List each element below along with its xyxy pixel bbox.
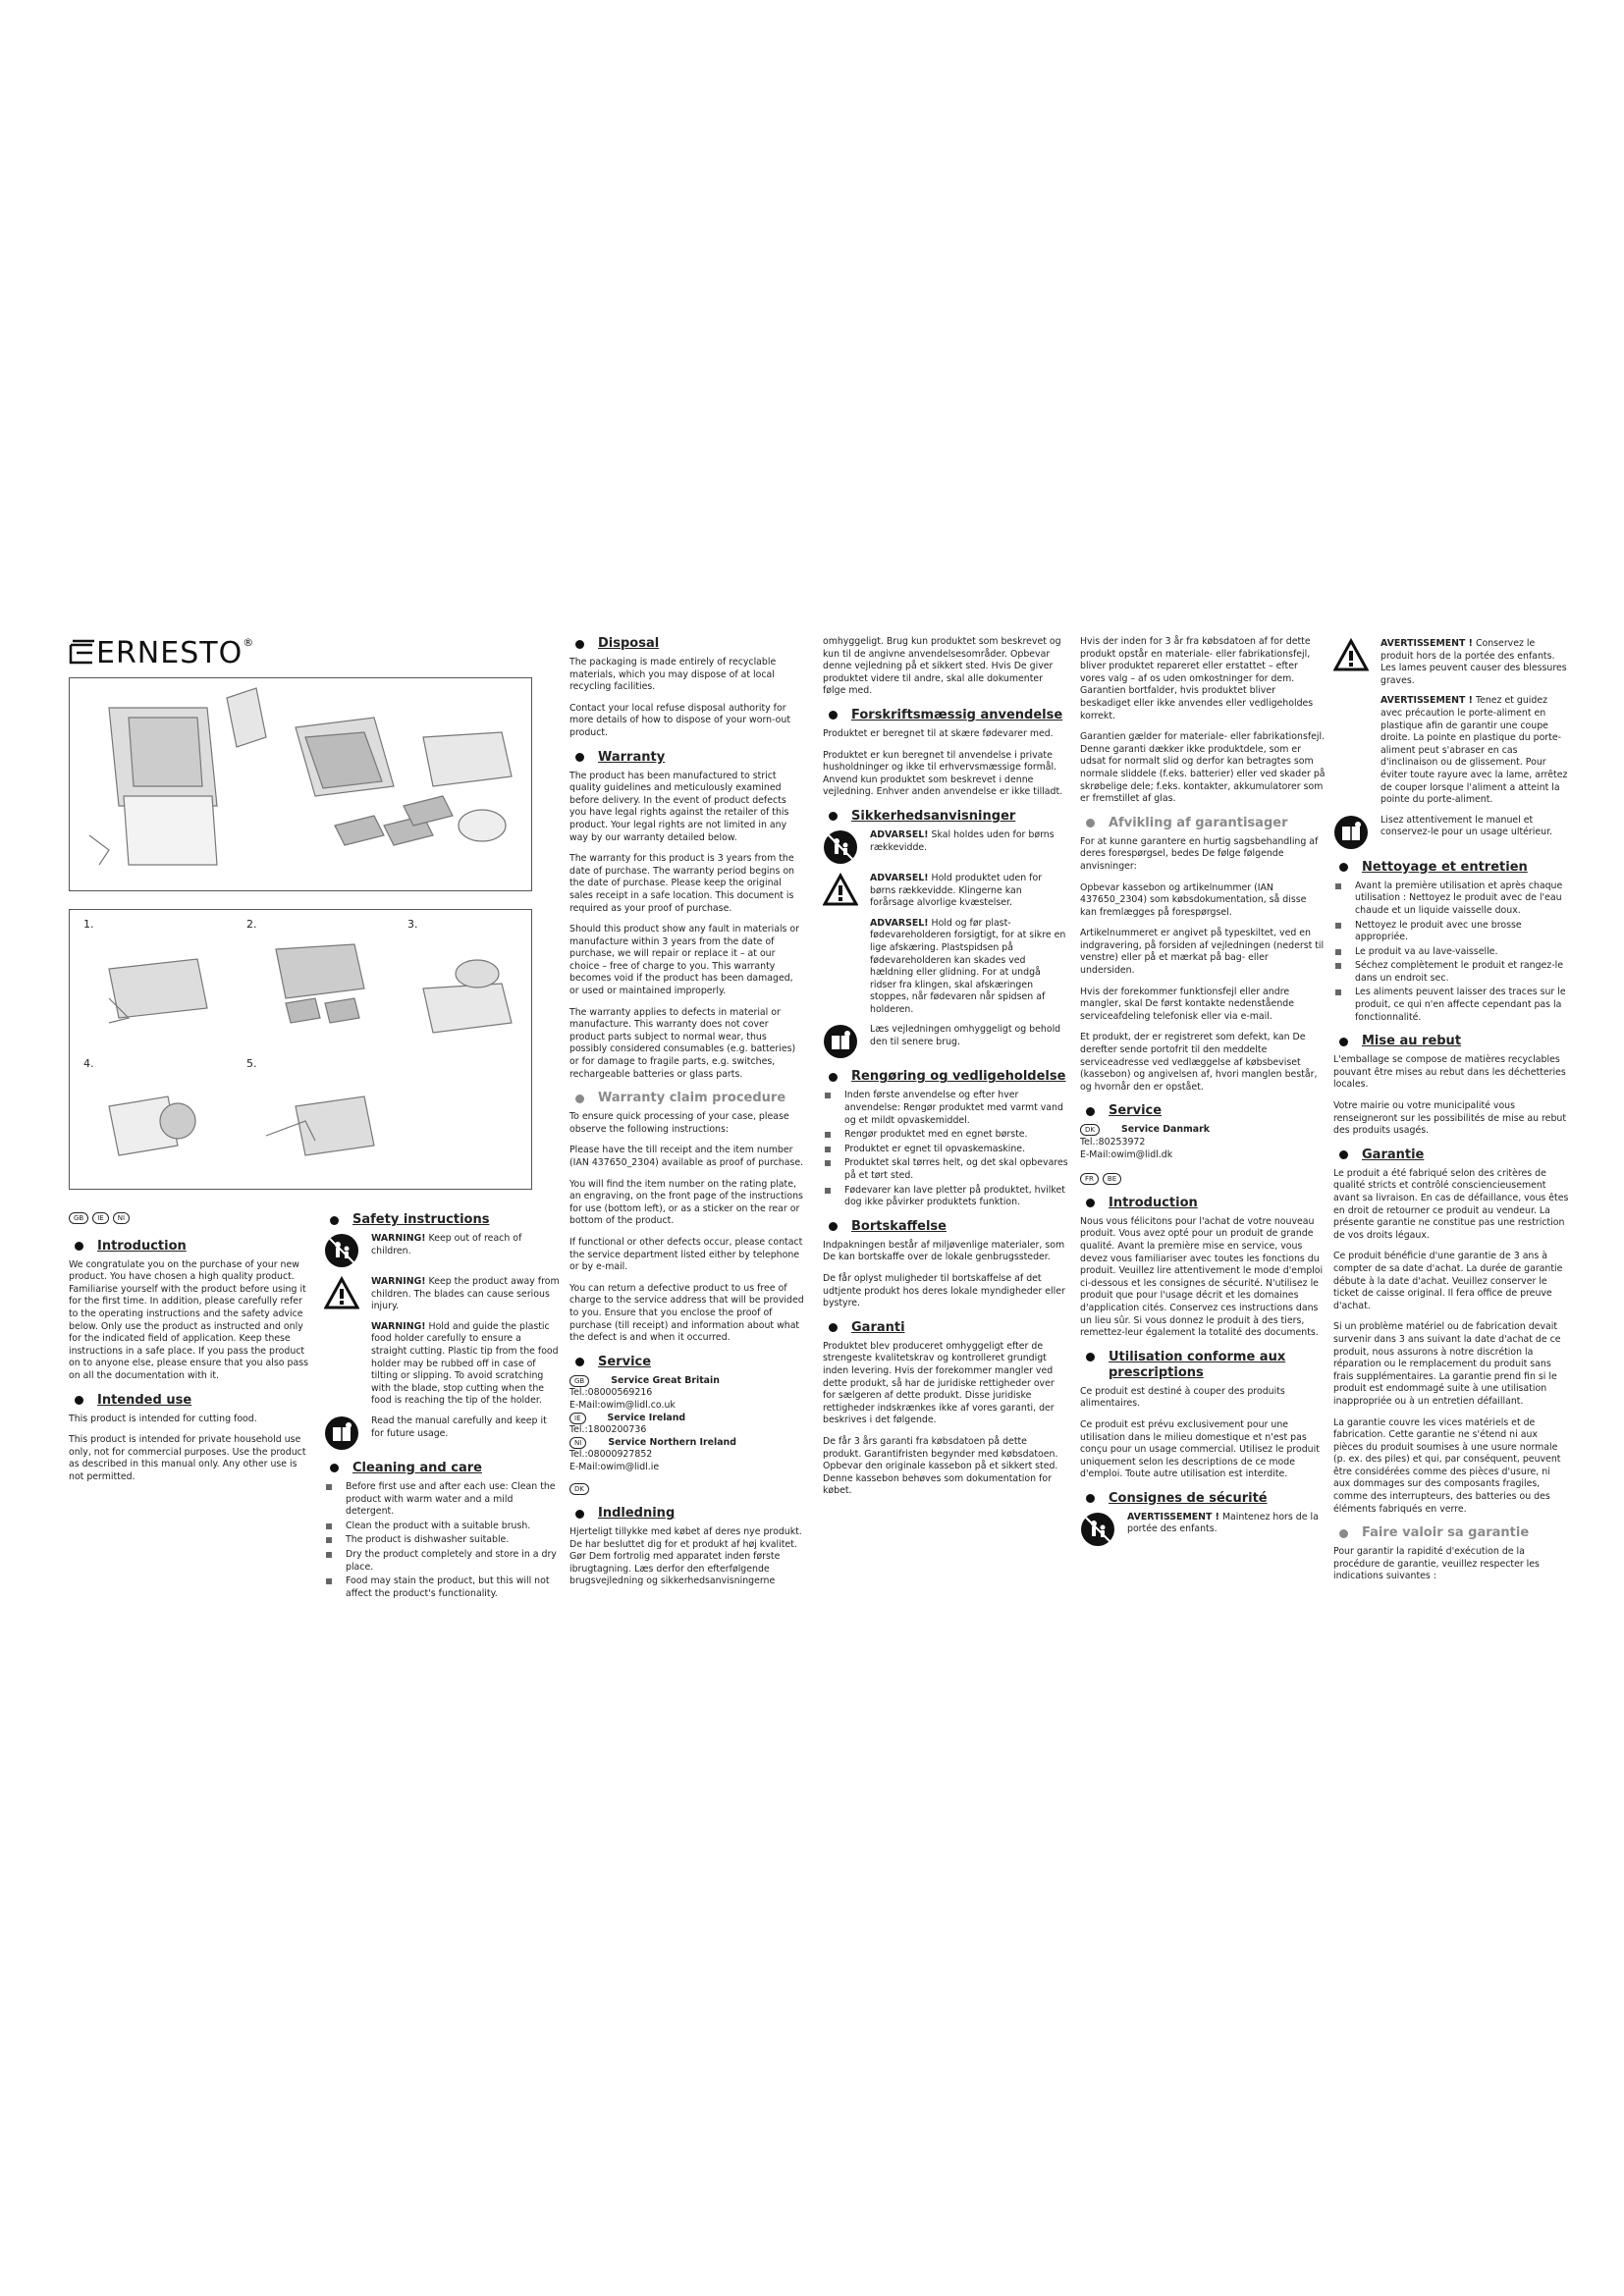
garanti-text-1: Produktet blev produceret omhyggeligt efter de strengeste kvalitetskrav og kontrolleret grundigt inden levering. Hvis der forekommer mangler ved dette produkt, så har de juridiske rettigheder over for sælgeren af dette produkt. Disse juridiske rettigheder indskrænkes ikke af vores garanti, der beskrives i det følgende.	[823, 1340, 1055, 1426]
brand-logo	[69, 636, 254, 670]
column-5-dk-fr	[1080, 636, 1326, 1555]
logo-reg: ®	[243, 636, 255, 649]
keep-from-children-icon	[823, 829, 858, 865]
warranty-text-2: The warranty for this product is 3 years from the date of purchase. The warranty period begins on the date of purchase. Please keep the original sales receipt in a safe location. This document is required as your proof of purchase.	[569, 853, 794, 914]
rengoring-item: Fødevarer kan lave pletter på produktet, hvilket dog ikke påvirker produktets funktion.	[823, 1185, 1068, 1209]
heading-utilisation: Utilisation conforme aux prescriptions	[1080, 1350, 1326, 1381]
heading-claim-procedure: Warranty claim procedure	[569, 1091, 805, 1106]
nettoyage-item: Les aliments peuvent laisser des traces sur le produit, ce qui n'en affecte cependant pas la fonctionnalité.	[1333, 987, 1569, 1024]
heading-forskrift: Forskriftsmæssig anvendelse	[823, 708, 1068, 723]
garantie-text-1: Le produit a été fabriqué selon des critères de qualité stricts et contrôlé consciencieusement avant sa livraison. En cas de défaillance, vous êtes en droit de retourner ce produit au vendeur. La présente garantie ne constitue pas une restriction de vos droits légaux.	[1333, 1167, 1569, 1241]
rengoring-item: Inden første anvendelse og efter hver anvendelse: Rengør produktet med varmt vand og et mildt opvaskemiddel.	[823, 1090, 1068, 1127]
country-ie: IE	[92, 1212, 109, 1224]
dk-warning-children: ADVARSEL! Skal holdes uden for børns rækkevidde.	[823, 829, 1068, 865]
nettoyage-item: Le produit va au lave-vaisselle.	[1333, 946, 1569, 959]
claim-text-3: You will find the item number on the rating plate, an engraving, on the front page of the instructions for use (bottom left), or as a sticker on the rear or bottom of the product.	[569, 1178, 803, 1227]
heading-cleaning: Cleaning and care	[324, 1461, 560, 1476]
dk-warranty-text-3: Hvis der inden for 3 år fra købsdatoen af for dette produkt opstår en materiale- eller fabrikationsfejl, bliver produktet repareret eller erstattet – efter vores valg – af os uden omkostninger for dem. Garantien bortfalder, hvis produktet bliver beskadiget eller ikke anvendes eller vedligeholdes korrekt.	[1080, 636, 1314, 721]
read-manual-icon	[823, 1024, 858, 1059]
util-text-1: Ce produit est destiné à couper des produits alimentaires.	[1080, 1385, 1285, 1410]
claim-text-4: If functional or other defects occur, please contact the service department listed either by telephone or by e-mail.	[569, 1236, 803, 1273]
heading-introduction-fr: Introduction	[1080, 1196, 1326, 1211]
heading-bortskaffelse: Bortskaffelse	[823, 1219, 1068, 1235]
cleaning-item: The product is dishwasher suitable.	[324, 1534, 560, 1547]
intro-text: We congratulate you on the purchase of your new product. You have chosen a high quality product. Familiarise yourself with the product before using it for the first time. In addition, please carefully refer to the operating instructions and the safety advice below. Only use the product as instructed and only for the indicated field of application. Keep these instructions in a safe place. If you pass the product on to anyone else, please ensure that you also pass on all the documentation with it.	[69, 1258, 308, 1381]
garantie-text-4: La garantie couvre les vices matériels et de fabrication. Cette garantie ne s'étend ni aux pièces du produit soumises à une usure normale (p. ex. des piles) et qui, par conséquent, peuvent être considérées comme des pièces d'usure, ni aux dommages sur des composants fragiles, comme des interrupteurs, des batteries ou des éléments fabriqués en verre.	[1333, 1416, 1561, 1515]
column-2-en	[324, 1202, 560, 1602]
nettoyage-item: Avant la première utilisation et après chaque utilisation : Nettoyez le produit avec de l'eau chaude et un liquide vaisselle doux.	[1333, 881, 1569, 918]
keep-from-children-icon	[1080, 1512, 1115, 1547]
intended-text-2: This product is intended for private household use only, not for commercial purposes. Use the product as described in this manual only. Any other use is not permitted.	[69, 1434, 306, 1482]
country-dk: DK	[569, 1483, 589, 1495]
step-1-label: 1.	[83, 918, 94, 931]
dk-warranty-text-4: Garantien gælder for materiale- eller fabrikationsfejl. Denne garanti dækker ikke produktdele, som er udsat for normalt slid og derfor kan betragtes som normale sliddele (f.eks. batterier) eller ved skader på skrøbelige dele; f.eks. kontakter, akkumulatorer som er fremstillet af glas.	[1080, 731, 1326, 805]
heading-consignes: Consignes de sécurité	[1080, 1491, 1326, 1507]
disposal-text-2: Contact your local refuse disposal authority for more details of how to dispose of your worn-out product.	[569, 702, 790, 738]
bort-text-1: Indpakningen består af miljøvenlige materialer, som De kan bortskaffe over de lokale genbrugssteder.	[823, 1239, 1065, 1263]
rengoring-item: Produktet er egnet til opvaskemaskine.	[823, 1144, 1068, 1156]
rengoring-item: Rengør produktet med en egnet børste.	[823, 1129, 1068, 1142]
heading-service: Service	[569, 1355, 805, 1370]
heading-safety: Safety instructions	[324, 1212, 560, 1228]
country-codes-fr: FR BE	[1080, 1173, 1326, 1186]
figure-a-overview	[69, 677, 532, 891]
heading-sikkerhed: Sikkerhedsanvisninger	[823, 809, 1068, 825]
logo-mark-icon	[69, 639, 96, 667]
dk-warning-holder: ADVARSEL! Hold og før plast-fødevareholderen forsigtigt, for at sikre en lige afskæring. Plastspidsen på fødevareholderen kan skades ved hældning eller glidning. For at undgå ridser fra klingen, skal afskæringen stoppes, når fødevaren når spidsen af holderen.	[870, 917, 1066, 1015]
afv-text-2: Opbevar kassebon og artikelnummer (IAN 437650_2304) som købsdokumentation, så disse kan fremlægges på forespørgsel.	[1080, 881, 1307, 918]
rebut-text-1: L'emballage se compose de matières recyclables pouvant être mises au rebut dans les déchetteries locales.	[1333, 1054, 1566, 1091]
read-manual-notice: Read the manual carefully and keep it for future usage.	[324, 1415, 560, 1451]
indledning-text: Hjerteligt tillykke med købet af deres nye produkt. De har besluttet dig for et produkt af høj kvalitet. Gør Dem fortrolig med apparatet inden første ibrugtagning. Læs derfor den efterfølgende brugsvejledning og sikkerhedsanvisningerne	[569, 1526, 802, 1587]
forskrift-text-2: Produktet er kun beregnet til anvendelse i private husholdninger og ikke til erhvervsmæssige formål. Anvend kun produktet som beskrevet i denne vejledning. Enhver anden anvendelse er ikke tilladt.	[823, 749, 1063, 798]
warning-holder: WARNING! Hold and guide the plastic food holder carefully to ensure a straight cutting. Plastic tip from the food holder may be rubbed off in case of tilting or slipping. To avoid scratching with the blade, stop cutting when the food is reaching the tip of the holder.	[371, 1320, 559, 1407]
bort-text-2: De får oplyst muligheder til bortskaffelse af det udtjente produkt hos deres lokale myndigheder eller bystyre.	[823, 1273, 1065, 1309]
dk-warning-blades: ADVARSEL! Hold produktet uden for børns rækkevidde. Klingerne kan forårsage alvorlige kvæstelser.	[823, 873, 1068, 910]
heading-disposal: Disposal	[569, 636, 805, 652]
column-3-en	[569, 636, 805, 1597]
step-2-label: 2.	[246, 918, 257, 931]
steps-illustration	[70, 910, 531, 1189]
claim-text-1: To ensure quick processing of your case, please observe the following instructions:	[569, 1111, 789, 1135]
country-codes	[69, 1212, 314, 1225]
rengoring-item: Produktet skal tørres helt, og det skal opbevares på et tørt sted.	[823, 1157, 1068, 1182]
rebut-text-2: Votre mairie ou votre municipalité vous renseigneront sur les possibilités de mise au rebut des produits usagés.	[1333, 1100, 1567, 1137]
step-3-label: 3.	[407, 918, 418, 931]
nettoyage-item: Séchez complètement le produit et rangez-le dans un endroit sec.	[1333, 960, 1569, 985]
warning-triangle-icon	[1333, 638, 1369, 673]
logo-text: ERNESTO	[96, 636, 244, 670]
claim-text-2: Please have the till receipt and the item number (IAN 437650_2304) available as proof of purchase.	[569, 1145, 804, 1168]
cleaning-item: Before first use and after each use: Clean the product with warm water and a mild detergent.	[324, 1481, 560, 1519]
claim-text-5: You can return a defective product to us free of charge to the service address that will be provided to you. Ensure that you enclose the proof of purchase (till receipt) and information about what the defect is and when it occurred.	[569, 1282, 804, 1344]
garantie-text-2: Ce produit bénéficie d'une garantie de 3 ans à compter de sa date d'achat. La durée de garantie débute à la date d'achat. Veuillez conserver le ticket de caisse original. Il fera office de preuve d'achat.	[1333, 1251, 1563, 1311]
country-gb: GB	[69, 1212, 88, 1224]
figure-b-steps	[69, 909, 532, 1190]
heading-garantie: Garantie	[1333, 1148, 1569, 1163]
heading-warranty: Warranty	[569, 750, 805, 766]
nettoyage-item: Nettoyez le produit avec une brosse appropriée.	[1333, 920, 1569, 944]
dk-read-manual: Læs vejledningen omhyggeligt og behold den til senere brug.	[823, 1024, 1068, 1059]
country-ni: NI	[113, 1212, 130, 1224]
keep-from-children-icon	[324, 1233, 359, 1268]
afv-text-5: Et produkt, der er registreret som defekt, kan De derefter sende portofrit til den meddelte serviceadresse ved vedlæggelse af købsbeviset (kassebon) og angivelsen af, hvori manglen består, og hvornår den er opstået.	[1080, 1032, 1318, 1093]
garanti-text-2: De får 3 års garanti fra købsdatoen på dette produkt. Garantifristen begynder med købsdatoen. Opbevar den originale kassebon på et sikkert sted. Denne kassebon behøves som dokumentation for købet.	[823, 1435, 1058, 1497]
read-manual-icon	[1333, 815, 1369, 850]
util-text-2: Ce produit est prévu exclusivement pour une utilisation dans le milieu domestique et n'est pas conçu pour un usage commercial. Utilisez le produit uniquement selon les descriptions de ce mode d'emploi. Toute autre utilisation est interdite.	[1080, 1418, 1320, 1480]
disposal-text-1: The packaging is made entirely of recyclable materials, which you may dispose of at local recycling facilities.	[569, 657, 777, 693]
warning-children: WARNING! Keep out of reach of children.	[324, 1233, 560, 1268]
fr-warning-blades: AVERTISSEMENT ! Conservez le produit hors de la portée des enfants. Les lames peuvent causer des blessures graves.	[1333, 638, 1569, 687]
service-denmark: DK Service Danmark Tel.:80253972 E-Mail:owim@lidl.dk	[1080, 1124, 1210, 1160]
heading-intended-use: Intended use	[69, 1393, 314, 1409]
heading-rengoring: Rengøring og vedligeholdelse	[823, 1069, 1068, 1085]
intended-text-1: This product is intended for cutting food.	[69, 1413, 257, 1424]
warranty-text-4: The warranty applies to defects in material or manufacture. This warranty does not cover product parts subject to normal wear, thus possibly considered consumables (e.g. batteries) or for damage to fragile parts, e.g. switches, rechargeable batteries or glass parts.	[569, 1006, 796, 1080]
fr-warning-holder: AVERTISSEMENT ! Tenez et guidez avec précaution le porte-aliment en plastique afin de garantir une coupe droite. La pointe en plastique du porte-aliment peut s'abraser en cas d'inclinaison ou de glissement. Pour éviter toute rayure avec la lame, arrêtez de couper lorsque l'aliment a atteint la pointe du porte-aliment.	[1380, 695, 1568, 806]
heading-afvikling: Afvikling af garantisager	[1080, 816, 1326, 831]
heading-nettoyage: Nettoyage et entretien	[1333, 860, 1569, 876]
column-1-en	[69, 1212, 314, 1493]
cleaning-item: Food may stain the product, but this will not affect the product's functionality.	[324, 1575, 560, 1600]
fr-read-manual: Lisez attentivement le manuel et conservez-le pour un usage ultérieur.	[1333, 815, 1569, 850]
service-ie: IE Service Ireland Tel.:1800200736	[569, 1412, 686, 1436]
service-ni: NI Service Northern Ireland Tel.:08000927852 E-Mail:owim@lidl.ie	[569, 1436, 736, 1472]
step-5-label: 5.	[246, 1057, 257, 1070]
heading-rebut: Mise au rebut	[1333, 1034, 1569, 1049]
fr-intro-text: Nous vous félicitons pour l'achat de votre nouveau produit. Vous avez opté pour un produit de grande qualité. Avant la première mise en service, vous devez vous familiariser avec toutes les fonctions du produit. Veuillez lire attentivement le mode d'emploi ci-dessous et les consignes de sécurité. N'utilisez le produit que pour l'usage décrit et les domaines d'application cités. Conservez ces instructions dans un lieu sûr. Si vous donnez le produit à des tiers, remettez-leur également la totalité des documents.	[1080, 1215, 1324, 1339]
forskrift-text-1: Produktet er beregnet til at skære fødevarer med.	[823, 727, 1054, 739]
heading-garanti: Garanti	[823, 1320, 1068, 1336]
read-manual-icon	[324, 1415, 359, 1451]
afv-text-4: Hvis der forekommer funktionsfejl eller andre mangler, skal De først kontakte nedenstående serviceafdeling telefonisk eller via e-mail.	[1080, 986, 1294, 1022]
heading-indledning: Indledning	[569, 1506, 805, 1522]
column-4-dk	[823, 636, 1068, 1507]
warning-triangle-icon	[324, 1276, 359, 1311]
cleaning-item: Clean the product with a suitable brush.	[324, 1521, 560, 1533]
heading-introduction: Introduction	[69, 1239, 314, 1255]
warranty-text-1: The product has been manufactured to strict quality guidelines and meticulously examined before delivery. In the event of product defects you have legal rights against the retailer of this product. Your legal rights are not limited in any way by our warranty detailed below.	[569, 770, 789, 843]
heading-service-dk: Service	[1080, 1103, 1326, 1119]
heading-faire-valoir: Faire valoir sa garantie	[1333, 1525, 1569, 1541]
warning-blades: WARNING! Keep the product away from children. The blades can cause serious injury.	[324, 1276, 560, 1313]
warning-triangle-icon	[823, 873, 858, 908]
afv-text-1: For at kunne garantere en hurtig sagsbehandling af deres forespørgsel, bedes De følge følgende anvisninger:	[1080, 835, 1319, 872]
service-gb: GB Service Great Britain Tel.:08000569216 E-Mail:owim@lidl.co.uk	[569, 1374, 720, 1411]
afv-text-3: Artikelnummeret er angivet på typeskiltet, ved en indgravering, på forsiden af vejledningen (nederst til venstre) eller på et mærkat på bag- eller undersiden.	[1080, 928, 1325, 977]
faire-text-1: Pour garantir la rapidité d'exécution de la procédure de garantie, veuillez respecter les indications suivantes :	[1333, 1546, 1540, 1582]
warranty-text-3: Should this product show any fault in materials or manufacture within 3 years from the date of purchase, we will repair or replace it – at our choice – free of charge to you. This warranty becomes void if the product has been damaged, or used or maintained improperly.	[569, 924, 800, 997]
fr-warning-children: AVERTISSEMENT ! Maintenez hors de la portée des enfants.	[1080, 1512, 1326, 1547]
cleaning-item: Dry the product completely and store in a dry place.	[324, 1549, 560, 1574]
garantie-text-3: Si un problème matériel ou de fabrication devait survenir dans 3 ans suivant la date d'achat de ce produit, nous assurons à notre discrétion la réparation ou le remplacement du produit sans frais supplémentaires. La garantie prend fin si le produit est endommagé suite à une utilisation inappropriée ou à un entretien défaillant.	[1333, 1321, 1561, 1407]
step-4-label: 4.	[83, 1057, 94, 1070]
dk-intro-continued: omhyggeligt. Brug kun produktet som beskrevet og kun til de angivne anvendelsesområder. Opbevar denne vejledning på et sikkert sted. Hvis De giver produktet videre til andre, skal alle dokumenter følge med.	[823, 636, 1061, 697]
column-6-fr	[1333, 638, 1569, 1592]
product-overview-illustration	[70, 678, 531, 890]
